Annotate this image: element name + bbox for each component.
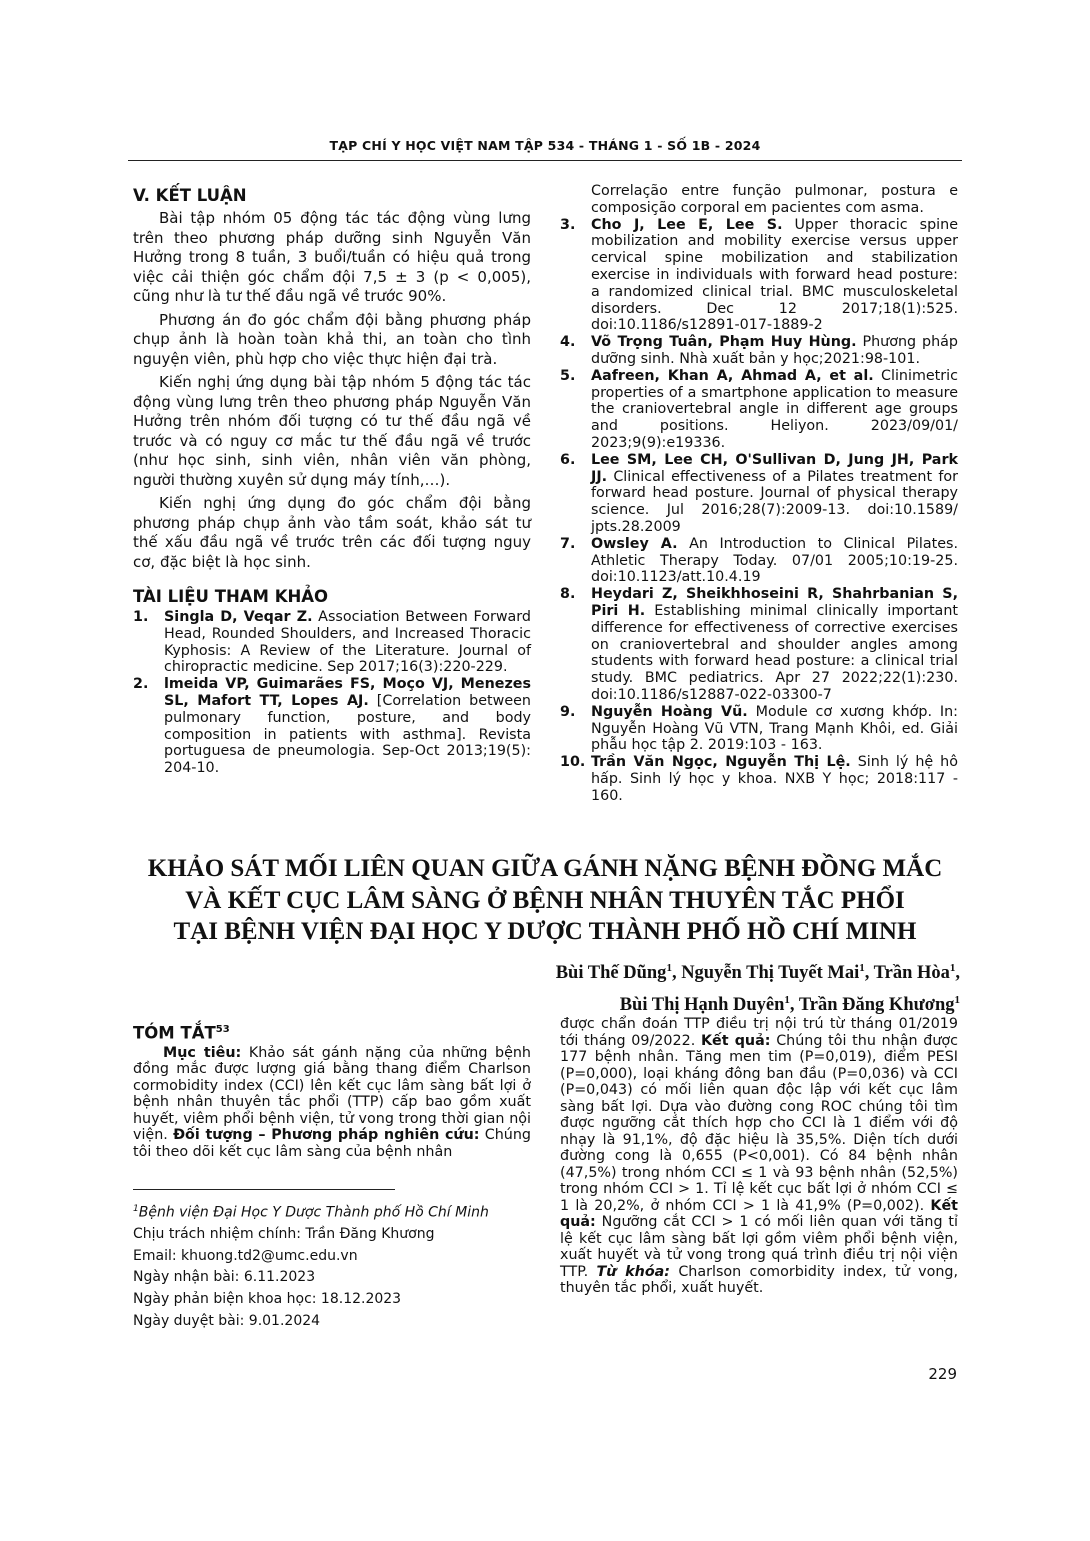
reference-item-4 xyxy=(560,334,958,368)
reference-item-7 xyxy=(560,536,958,586)
reference-authors: Cho J, Lee E, Lee S. xyxy=(591,216,783,233)
conclusion-heading: V. KẾT LUẬN xyxy=(133,186,247,205)
reference-item-10 xyxy=(560,754,958,804)
reference-number: 8. xyxy=(560,586,576,603)
author-name: Bùi Thế Dũng xyxy=(555,963,667,984)
objective-text: Khảo sát gánh nặng của những bệnh đồng mắc được lượng giá bằng thang điểm Charlson cormobidity index (CCI) lên kết cục lâm sàng bất lợi ở bệnh nhân thuyên tắc phổi (TTP) cấp bao gồm xuất huyết, viêm phổi bệnh viện, tử vong trong thời gian nội viện. xyxy=(133,1044,531,1143)
methods-text: Chúng tôi theo dõi kết cục lâm sàng của bệnh nhân xyxy=(133,1127,531,1160)
reference-number: 9. xyxy=(560,703,576,720)
reference-text: An Introduction to Clinical Pilates. Athletic Therapy Today. 07/01 2005;10:19-25. doi:10.1123/att.10.4.19 xyxy=(591,535,958,586)
keywords-text: Charlson comorbidity index, tử vong, thuyên tắc phổi, xuất huyết. xyxy=(560,1263,959,1296)
reference-authors: Singla D, Veqar Z. xyxy=(164,609,313,625)
reference-text: Clinical effectiveness of a Pilates treatment for forward head posture. Journal of physical therapy science. Jul 2016;28(7):2009-13. doi:10.1589/ jpts.28.2009 xyxy=(591,468,958,535)
footnote-approved: Ngày duyệt bài: 9.01.2024 xyxy=(133,1312,321,1329)
abstract-left xyxy=(133,1019,531,1160)
affiliation-mark: 1 xyxy=(784,994,790,1007)
footnote-divider xyxy=(133,1189,395,1190)
references-heading: TÀI LIỆU THAM KHẢO xyxy=(133,587,329,606)
footnote-received: Ngày nhận bài: 6.11.2023 xyxy=(133,1269,316,1286)
reference-list-left xyxy=(133,609,531,777)
affiliation-mark: 1 xyxy=(954,994,960,1007)
abstract-right xyxy=(560,1016,958,1297)
reference-item-6 xyxy=(560,452,958,536)
footnote-responsible: Chịu trách nhiệm chính: Trần Đăng Khương xyxy=(133,1226,435,1243)
author-separator: , xyxy=(864,963,874,984)
reference-text: [Correlation between pulmonary function, posture, and body composition in patients with asthma]. Revista portuguesa de pneumologia. Sep-Oct 2013;19(5): 204-10. xyxy=(164,692,531,777)
reference-number: 10. xyxy=(560,754,586,771)
reference-text: Phương pháp dưỡng sinh. Nhà xuất bản y học;2021:98-101. xyxy=(591,334,958,367)
reference-text: Module cơ xương khớp. In: Nguyễn Hoàng Vũ VTN, Trang Mạnh Khôi, ed. Giải phẫu học tập 2. 2019:103 - 163. xyxy=(591,703,958,754)
reference-number: 4. xyxy=(560,334,576,351)
reference-text: Sinh lý hệ hô hấp. Sinh lý học y khoa. NXB Y học; 2018:117 - 160. xyxy=(591,754,958,804)
header-divider xyxy=(128,160,962,161)
reference-authors: Lee SM, Lee CH, O'Sullivan D, Jung JH, Park JJ. xyxy=(591,451,958,485)
reference-authors: lmeida VP, Guimarães FS, Moço VJ, Menezes SL, Mafort TT, Lopes AJ. xyxy=(164,676,531,709)
results-text: Chúng tôi thu nhận được 177 bệnh nhân. Tăng men tim (P=0,019), điểm PESI (P=0,000), loại kháng đông ban đầu (P=0,036) và CCI (P=0,043) có mối liên quan độc lập với kết cục lâm sàng bất lợi. Dựa vào đường cong ROC chúng tôi tìm được ngưỡng cắt thích hợp cho CCI là 1 điểm với độ nhạy là 91,1%, độ đặc hiệu là 35,5%. Diện tích dưới đường cong là 0,655 (P<0,001). Có 84 bệnh nhân (47,5%) trong nhóm CCI ≤ 1 và 93 bệnh nhân (52,5%) trong nhóm CCI > 1. Tỉ lệ kết cục bất lợi ở nhóm CCI ≤ 1 là 20,2%, ở nhóm CCI > 1 là 41,9% (P=0,002). xyxy=(560,1032,958,1214)
abstract-paragraph-continued xyxy=(560,1016,958,1297)
reference-item-3 xyxy=(560,217,958,335)
affiliation-mark: 1 xyxy=(859,962,865,974)
reference-item-8 xyxy=(560,586,958,704)
conclusion-paragraph-4: Kiến nghị ứng dụng đo góc chẩm đội bằng phương pháp chụp ảnh vào tầm soát, khảo sát tư thế xấu đầu ngã về trước trên các đối tượng nguy cơ, đặc biệt là học sinh. xyxy=(133,494,531,571)
conclusion-label: Kết quả: xyxy=(560,1197,958,1230)
reference-authors: Nguyễn Hoàng Vũ. xyxy=(591,703,748,720)
left-column xyxy=(133,185,531,777)
reference-item-1 xyxy=(133,609,531,676)
journal-header: TẠP CHÍ Y HỌC VIỆT NAM TẬP 534 - THÁNG 1 - SỐ 1B - 2024 xyxy=(329,138,761,153)
reference-number: 7. xyxy=(560,535,576,552)
article-title-line: TẠI BỆNH VIỆN ĐẠI HỌC Y DƯỢC THÀNH PHỐ HỒ CHÍ MINH xyxy=(173,918,917,945)
reference-number: 6. xyxy=(560,451,576,468)
author-separator: , xyxy=(789,995,799,1016)
footnote-affiliation xyxy=(133,1199,553,1224)
footnote-email: Email: khuong.td2@umc.edu.vn xyxy=(133,1247,358,1264)
abstract-heading-text: TÓM TẮT xyxy=(133,1023,216,1043)
reference-text: Clinimetric properties of a smartphone application to measure the craniovertebral angle in different age groups and positions. Heliyon. 2023/09/01/ 2023;9(9):e19336. xyxy=(591,367,958,451)
reference-number: 3. xyxy=(560,216,576,233)
reference-number: 1. xyxy=(133,609,149,625)
article-title-line: KHẢO SÁT MỐI LIÊN QUAN GIỮA GÁNH NẶNG BỆNH ĐỒNG MẮC xyxy=(147,855,943,882)
affiliation-text: Bệnh viện Đại Học Y Dược Thành phố Hồ Chí Minh xyxy=(138,1204,489,1221)
conclusion-text: Ngưỡng cắt CCI > 1 có mối liên quan với tăng tỉ lệ kết cục lâm sàng bất lợi gồm viêm phổi bệnh viện, xuất huyết và tử vong trong quá trình điều trị nội viện TTP. xyxy=(560,1214,958,1280)
methods-continuation: được chẩn đoán TTP điều trị nội trú từ tháng 01/2019 tới tháng 09/2022. xyxy=(560,1016,958,1049)
author-name: Trần Hòa xyxy=(873,963,950,984)
reference-number: 2. xyxy=(133,676,149,693)
reference-authors: Aafreen, Khan A, Ahmad A, et al. xyxy=(591,367,874,384)
author-separator: , xyxy=(671,963,682,984)
conclusion-paragraph-3: Kiến nghị ứng dụng bài tập nhóm 5 động tác tác động vùng lưng trên theo phương pháp Nguyễn Văn Hưởng trên nhóm đối tượng có tư thế đầu ngã về trước và có nguy cơ mắc tư thế đầu ngã về trước (như học sinh, sinh viên, nhân viên văn phòng, người thường xuyên sử dụng máy tính,…). xyxy=(133,373,531,489)
reference-text: Upper thoracic spine mobilization and mobility exercise versus upper cervical spine mobilization and stabilization exercise in individuals with forward head posture: a randomized clinical trial. BMC musculoskeletal disorders. Dec 12 2017;18(1):525. doi:10.1186/s12891-017-1889-2 xyxy=(591,216,959,334)
objective-label: Mục tiêu: xyxy=(163,1044,242,1061)
footnote xyxy=(133,1199,553,1332)
author-name: Nguyễn Thị Tuyết Mai xyxy=(681,963,860,984)
affiliation-mark: 1 xyxy=(949,962,956,974)
affiliation-mark: 1 xyxy=(133,1204,139,1214)
abstract-paragraph xyxy=(133,1045,531,1161)
reference-authors: Owsley A. xyxy=(591,535,678,552)
reference-2-continuation: Correlação entre função pulmonar, postura e composição corporal em pacientes com asma. xyxy=(591,183,958,216)
article-title-line: VÀ KẾT CỤC LÂM SÀNG Ở BỆNH NHÂN THUYÊN TẮC PHỔI xyxy=(185,886,905,914)
methods-label: Đối tượng – Phương pháp nghiên cứu: xyxy=(173,1127,480,1143)
author-line-2 xyxy=(556,987,960,1019)
author-list xyxy=(556,955,960,1019)
author-separator: , xyxy=(955,963,960,984)
abstract-heading xyxy=(133,1019,531,1044)
article-title xyxy=(128,853,962,948)
reference-item-2 xyxy=(133,676,531,777)
conclusion-paragraph-2: Phương án đo góc chẩm đội bằng phương pháp chụp ảnh là hoàn toàn khả thi, an toàn cho tình nguyện viên, phù hợp cho việc thực hiện đại trà. xyxy=(133,310,531,368)
page-number: 229 xyxy=(928,1365,957,1383)
author-name: Trần Đăng Khương xyxy=(798,995,955,1016)
keywords-label: Từ khóa: xyxy=(596,1263,671,1280)
author-name: Bùi Thị Hạnh Duyên xyxy=(619,995,785,1016)
reference-text: Association Between Forward Head, Rounded Shoulders, and Increased Thoracic Kyphosis: A Review of the Literature. Journal of chiropractic medicine. Sep 2017;16(3):220-229. xyxy=(164,609,531,676)
reference-number: 5. xyxy=(560,367,576,384)
reference-authors: Võ Trọng Tuân, Phạm Huy Hùng. xyxy=(591,334,857,351)
author-line-1 xyxy=(556,955,960,987)
right-column xyxy=(560,183,958,804)
conclusion-paragraph-1: Bài tập nhóm 05 động tác tác động vùng lưng trên theo phương pháp dưỡng sinh Nguyễn Văn Hưởng trong 8 tuần, 3 buổi/tuần có hiệu quả trong việc cải thiện góc chẩm đội 7,5 ± 3 (p < 0,005), cũng như là tư thế đầu ngã về trước 90%. xyxy=(133,209,531,305)
reference-authors: Trần Văn Ngọc, Nguyễn Thị Lệ. xyxy=(591,754,851,771)
reference-item-9 xyxy=(560,704,958,754)
reference-list-right xyxy=(560,217,958,805)
footnote-mark: 53 xyxy=(215,1024,230,1035)
affiliation-mark: 1 xyxy=(666,962,672,974)
reference-item-5 xyxy=(560,368,958,452)
reference-text: Establishing minimal clinically important difference for effectiveness of corrective exercises on craniovertebral and shoulder angles among students with forward head posture: a clinical trial study. BMC pediatrics. Apr 27 2022;22(1):230. doi:10.1186/s12887-022-03300-7 xyxy=(591,602,958,703)
footnote-reviewed: Ngày phản biện khoa học: 18.12.2023 xyxy=(133,1291,402,1308)
reference-authors: Heydari Z, Sheikhhoseini R, Shahrbanian S, Piri H. xyxy=(591,586,958,619)
results-label: Kết quả: xyxy=(700,1032,771,1049)
